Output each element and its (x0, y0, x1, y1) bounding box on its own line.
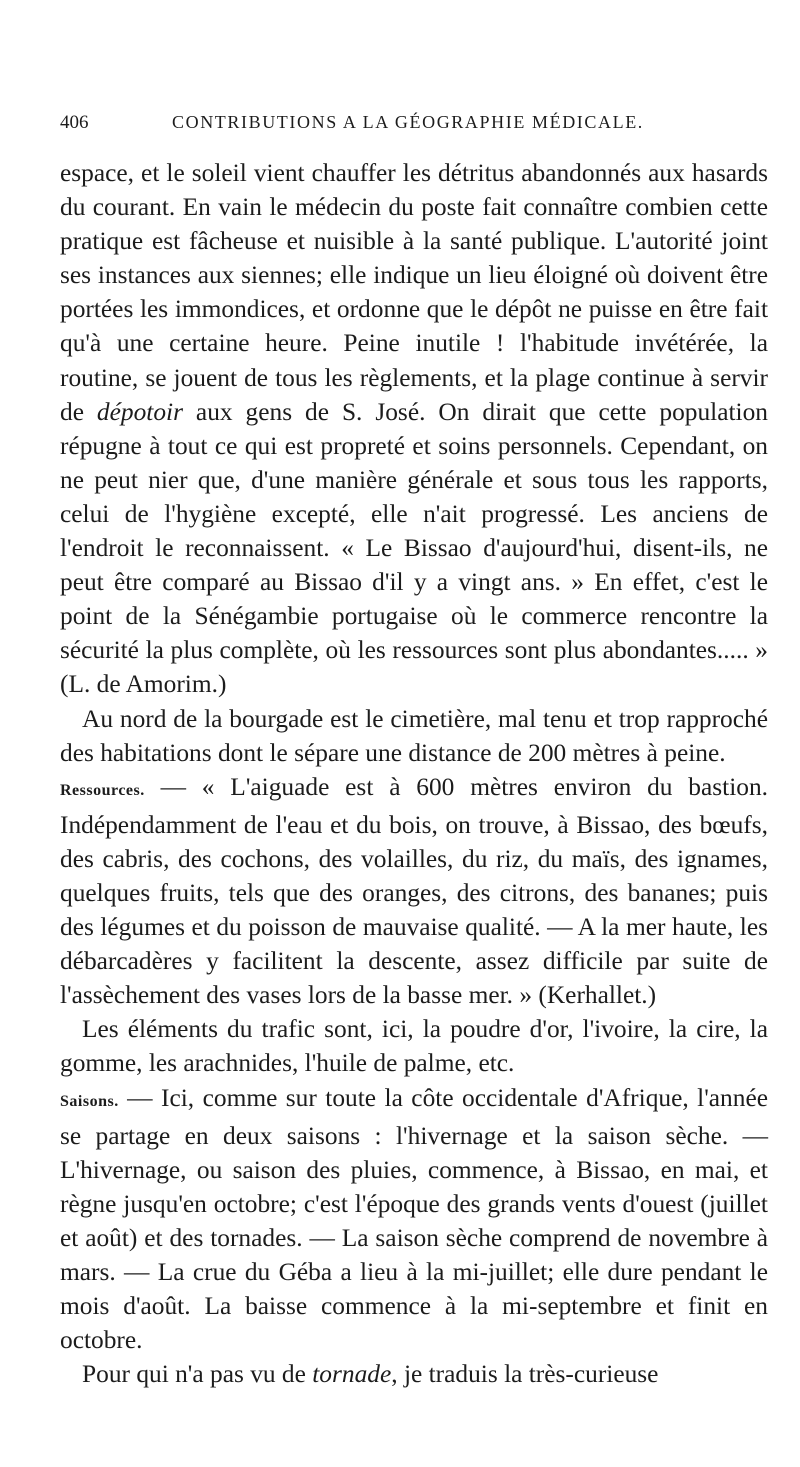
paragraph-cemetery: Au nord de la bourgade est le cimetière, mal tenu et trop rapproché des habitations dont le sépare une distance de 200 mètres à peine. (60, 704, 768, 767)
book-page (60, 112, 768, 1391)
paragraph-cemetery-intro (60, 156, 768, 702)
running-title: CONTRIBUTIONS A LA GÉOGRAPHIE MÉDICALE. (172, 112, 644, 132)
italic-term: tornade (312, 1360, 392, 1389)
italic-term: dépotoir (96, 397, 183, 426)
page-number: 406 (60, 112, 89, 133)
paragraph-trade: Les éléments du trafic sont, ici, la poudre d'or, l'ivoire, la cire, la gomme, les arachnides, l'huile de palme, etc. (60, 1015, 768, 1078)
section-lead-in: Saisons. (60, 1092, 119, 1110)
paragraph-text: — Ici, comme sur toute la côte occidentale d'Afrique, l'année se partage en deux saisons : l'hivernage et la saison sèche. — L'hivernage, ou saison des pluies, commence, à Bissao, en mai, et règne jusqu'en octobre; c'est l'époque des grands vents d'ouest (juillet et août) et des tornades. — La saison sèche comprend de novembre à mars. — La crue du Géba a lieu à la mi-juillet; elle dure pendant le mois d'août. La baisse commence à la mi-septembre et finit en octobre. (60, 1083, 768, 1355)
paragraph-saisons (60, 1081, 768, 1358)
paragraph-text: Pour qui n'a pas vu de (82, 1360, 313, 1389)
body-text (60, 156, 768, 1391)
paragraph-text: — « L'aiguade est à 600 mètres environ du bastion. Indépendamment de l'eau et du bois, on trouve, à Bissao, des bœufs, des cabris, des cochons, des volailles, du riz, du maïs, des ignames, quelques fruits, tels que des oranges, des citrons, des bananes; puis des légumes et du poisson de mauvaise qualité. — A la mer haute, les débarcadères y facilitent la descente, assez difficile par suite de l'assèchement des vases lors de la basse mer. » (Kerhallet.) (60, 772, 768, 1010)
paragraph-tornade (60, 1357, 768, 1391)
paragraph-text: espace, et le soleil vient chauffer les détritus abandonnés aux hasards du courant. En vain le médecin du poste fait connaître combien cette pratique est fâcheuse et nuisible à la santé publique. L'autorité joint ses instances aux siennes; elle indique un lieu éloigné où doivent être portées les immondices, et ordonne que le dépôt ne puisse en être fait qu'à une certaine heure. Peine inutile ! l'habitude invétérée, la routine, se jouent de tous les règlements, et la plage continue à servir de (60, 159, 768, 426)
running-head (60, 112, 768, 142)
paragraph-ressources (60, 770, 768, 1013)
paragraph-text: aux gens de S. José. On dirait que cette population répugne à tout ce qui est propreté et soins personnels. Cependant, on ne peut nier que, d'une manière générale et sous tous les rapports, celui de l'hygiène excepté, elle n'ait progressé. Les anciens de l'endroit le reconnaissent. « Le Bissao d'aujourd'hui, disent-ils, ne peut être comparé au Bissao d'il y a vingt ans. » En effet, c'est le point de la Sénégambie portugaise où le commerce rencontre la sécurité la plus complète, où les ressources sont plus abondantes..... » (L. de Amorim.) (60, 397, 768, 699)
section-lead-in: Ressources. (60, 781, 145, 799)
paragraph-text: , je traduis la très-curieuse (391, 1360, 659, 1389)
